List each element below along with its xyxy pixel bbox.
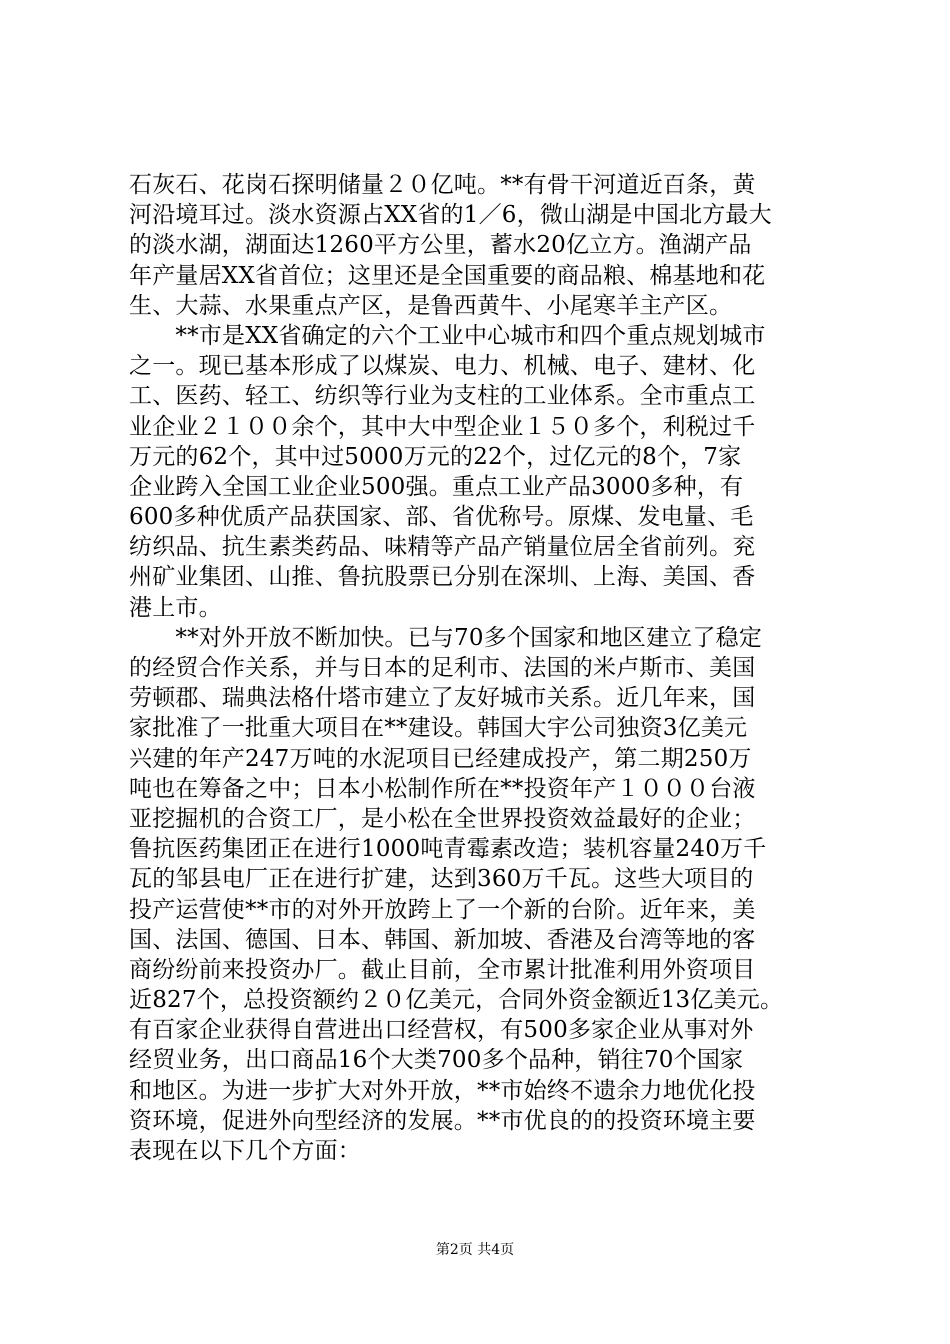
text-line: 亚挖掘机的合资工厂，是小松在全世界投资效益最好的企业； — [129, 805, 756, 832]
text-line: 港上市。 — [129, 594, 222, 621]
text-line: 年产量居XX省首位；这里还是全国重要的商品粮、棉基地和花 — [129, 262, 766, 289]
text-line: 吨也在筹备之中；日本小松制作所在**投资年产１０００台液 — [129, 775, 756, 802]
text-line: **市是XX省确定的六个工业中心城市和四个重点规划城市 — [129, 322, 766, 349]
text-line: 之一。现已基本形成了以煤炭、电力、机械、电子、建材、化 — [129, 353, 756, 380]
text-line: 劳顿郡、瑞典法格什塔市建立了友好城市关系。近几年来，国 — [129, 685, 756, 712]
text-line: 和地区。为进一步扩大对外开放，**市始终不遗余力地优化投 — [129, 1077, 756, 1104]
text-line: 工、医药、轻工、纺织等行业为支柱的工业体系。全市重点工 — [129, 383, 756, 410]
text-line: 资环境，促进外向型经济的发展。**市优良的的投资环境主要 — [129, 1107, 756, 1134]
text-line: 表现在以下几个方面： — [129, 1138, 361, 1164]
text-line: 鲁抗医药集团正在进行1000吨青霉素改造；装机容量240万千 — [129, 836, 767, 863]
text-line: 近827个，总投资额约２０亿美元，合同外资金额近13亿美元。 — [129, 987, 784, 1014]
text-line: 国、法国、德国、日本、韩国、新加坡、香港及台湾等地的客 — [129, 926, 756, 953]
text-line: 兴建的年产247万吨的水泥项目已经建成投产，第二期250万 — [129, 745, 752, 772]
text-line: 纺织品、抗生素类药品、味精等产品产销量位居全省前列。兖 — [129, 534, 756, 561]
page-footer: 第2页 共4页 — [435, 1242, 515, 1258]
text-line: 州矿业集团、山推、鲁抗股票已分别在深圳、上海、美国、香 — [129, 564, 756, 591]
text-line: 商纷纷前来投资办厂。截止目前，全市累计批准利用外资项目 — [129, 956, 756, 983]
text-line: 万元的62个，其中过5000万元的22个，过亿元的8个，7家 — [129, 443, 742, 470]
text-line: 石灰石、花岗石探明储量２０亿吨。**有骨干河道近百条，黄 — [129, 172, 756, 198]
text-line: **对外开放不断加快。已与70多个国家和地区建立了稳定 — [129, 624, 763, 651]
text-line: 的经贸合作关系，并与日本的足利市、法国的米卢斯市、美国 — [129, 655, 756, 681]
text-line: 河沿境耳过。淡水资源占XX省的1／6，微山湖是中国北方最大 — [129, 202, 772, 229]
text-line: 瓦的邹县电厂正在进行扩建，达到360万千瓦。这些大项目的 — [129, 866, 754, 893]
text-line: 业企业２１００余个，其中大中型企业１５０多个，利税过千 — [129, 413, 756, 440]
text-line: 600多种优质产品获国家、部、省优称号。原煤、发电量、毛 — [129, 504, 754, 531]
text-line: 经贸业务，出口商品16个大类700多个品种，销往70个国家 — [129, 1047, 744, 1074]
text-line: 的淡水湖，湖面达1260平方公里，蓄水20亿立方。渔湖产品 — [129, 232, 752, 259]
document-body — [129, 170, 829, 1166]
text-line: 生、大蒜、水果重点产区，是鲁西黄牛、小尾寒羊主产区。 — [129, 292, 733, 319]
text-line: 企业跨入全国工业企业500强。重点工业产品3000多种，有 — [129, 473, 744, 500]
text-line: 家批准了一批重大项目在**建设。韩国大宇公司独资3亿美元 — [129, 715, 748, 742]
text-line: 投产运营使**市的对外开放跨上了一个新的台阶。近年来，美 — [129, 896, 756, 923]
text-line: 有百家企业获得自营进出口经营权，有500多家企业从事对外 — [129, 1017, 754, 1044]
